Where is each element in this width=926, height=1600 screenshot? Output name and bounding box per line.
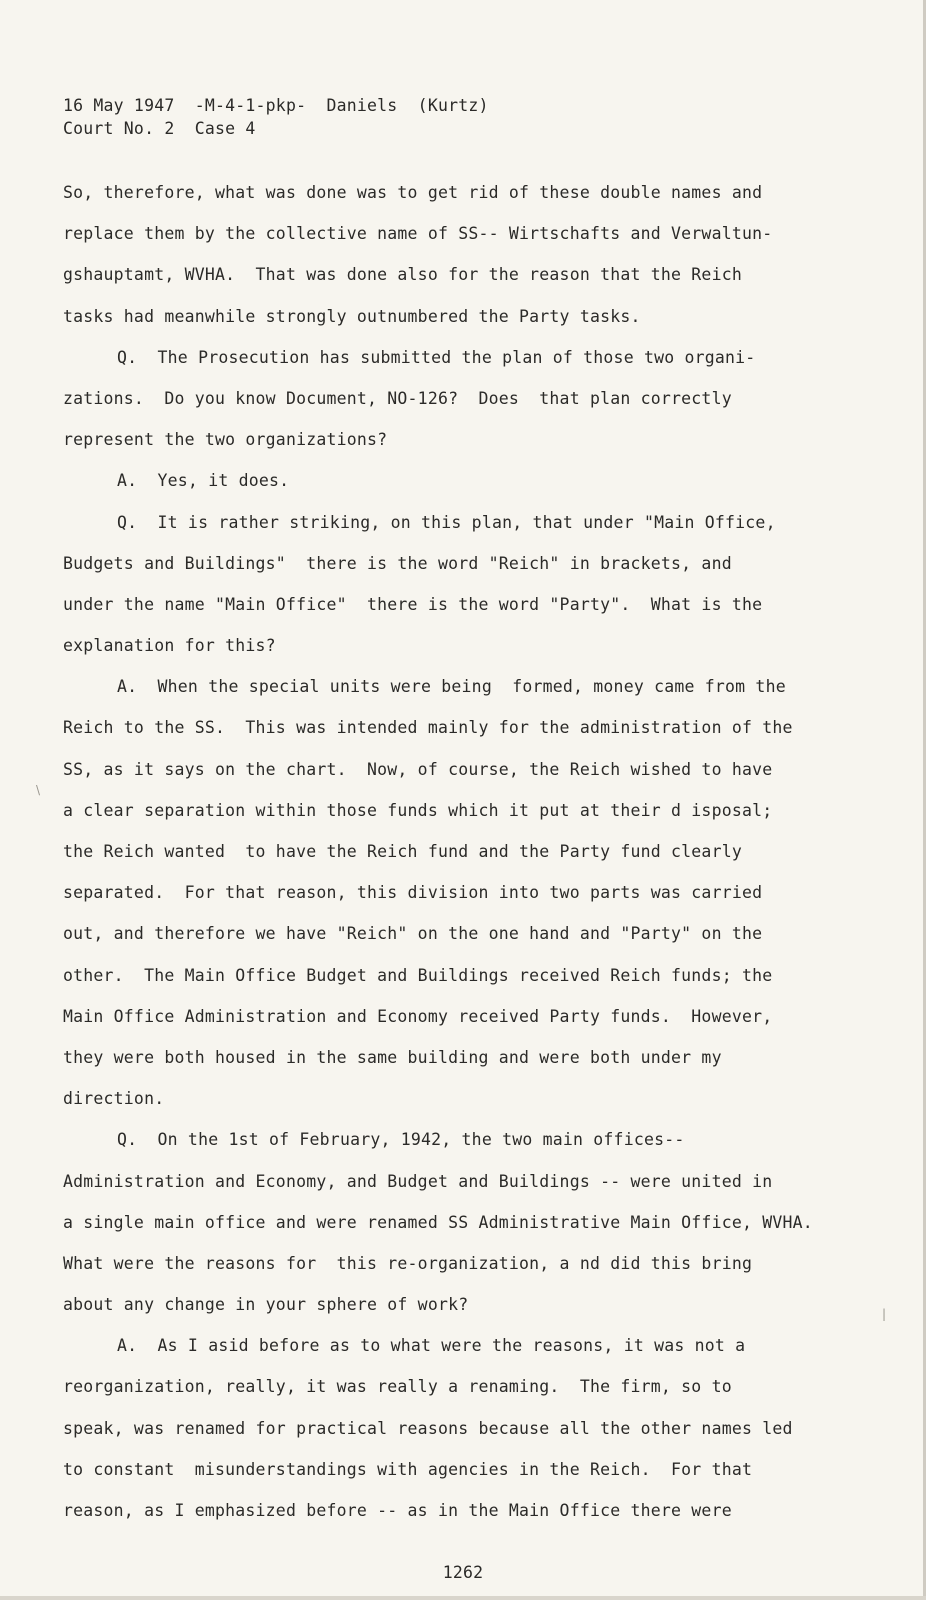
transcript-line: reason, as I emphasized before -- as in the Main Office there were <box>63 1501 732 1520</box>
transcript-line: Reich to the SS. This was intended mainly for the administration of the <box>63 718 793 738</box>
transcript-line: other. The Main Office Budget and Buildings received Reich funds; the <box>63 965 773 985</box>
transcript-line: reorganization, really, it was really a renaming. The firm, so to <box>63 1377 732 1397</box>
transcript-line: out, and therefore we have "Reich" on the one hand and "Party" on the <box>63 924 763 944</box>
transcript-line: explanation for this? <box>63 636 276 656</box>
transcript-line: Main Office Administration and Economy received Party funds. However, <box>63 1006 773 1026</box>
transcript-line: A. As I asid before as to what were the reasons, it was not a <box>117 1336 746 1356</box>
transcript-line: about any change in your sphere of work? <box>63 1295 469 1315</box>
transcript-line: a single main office and were renamed SS Administrative Main Office, WVHA. <box>63 1212 813 1232</box>
transcript-line: Budgets and Buildings" there is the word "Reich" in brackets, and <box>63 553 732 573</box>
transcript-line: Administration and Economy, and Budget and Buildings -- were united in <box>63 1171 773 1191</box>
transcript-body <box>63 172 863 1531</box>
transcript-line: Q. It is rather striking, on this plan, that under "Main Office, <box>117 512 776 532</box>
header-line-date-reference: 16 May 1947 -M-4-1-pkp- Daniels (Kurtz) <box>63 96 489 115</box>
transcript-line: A. Yes, it does. <box>117 471 290 491</box>
page-number: 1262 <box>442 1563 484 1582</box>
transcript-line: tasks had meanwhile strongly outnumbered the Party tasks. <box>63 306 641 326</box>
page-bottom-edge <box>0 1596 926 1600</box>
transcript-line: A. When the special units were being formed, money came from the <box>117 677 786 697</box>
transcript-line: What were the reasons for this re-organization, a nd did this bring <box>63 1253 753 1273</box>
transcript-line: represent the two organizations? <box>63 430 388 450</box>
transcript-line: direction. <box>63 1089 165 1109</box>
transcript-line: zations. Do you know Document, NO-126? Does that plan correctly <box>63 388 732 408</box>
transcript-line: So, therefore, what was done was to get rid of these double names and <box>63 183 763 202</box>
header-line-court-case: Court No. 2 Case 4 <box>63 119 256 138</box>
margin-mark: | <box>882 1307 887 1321</box>
transcript-line: a clear separation within those funds which it put at their d isposal; <box>63 800 773 820</box>
transcript-line: Q. The Prosecution has submitted the plan of those two organi- <box>117 347 756 367</box>
transcript-line: to constant misunderstandings with agencies in the Reich. For that <box>63 1459 753 1479</box>
transcript-line: they were both housed in the same building and were both under my <box>63 1047 722 1067</box>
transcript-line: separated. For that reason, this division into two parts was carried <box>63 883 763 903</box>
transcript-line: replace them by the collective name of SS-- Wirtschafts and Verwaltun- <box>63 224 773 244</box>
transcript-line: speak, was renamed for practical reasons because all the other names led <box>63 1418 793 1438</box>
transcript-line: under the name "Main Office" there is the word "Party". What is the <box>63 594 763 614</box>
document-header <box>63 94 489 140</box>
transcript-line: gshauptamt, WVHA. That was done also for the reason that the Reich <box>63 265 742 285</box>
transcript-line: SS, as it says on the chart. Now, of course, the Reich wished to have <box>63 759 773 779</box>
transcript-line: Q. On the 1st of February, 1942, the two main offices-- <box>117 1130 685 1150</box>
transcript-line: the Reich wanted to have the Reich fund and the Party fund clearly <box>63 842 742 861</box>
margin-mark: \ <box>36 783 41 797</box>
